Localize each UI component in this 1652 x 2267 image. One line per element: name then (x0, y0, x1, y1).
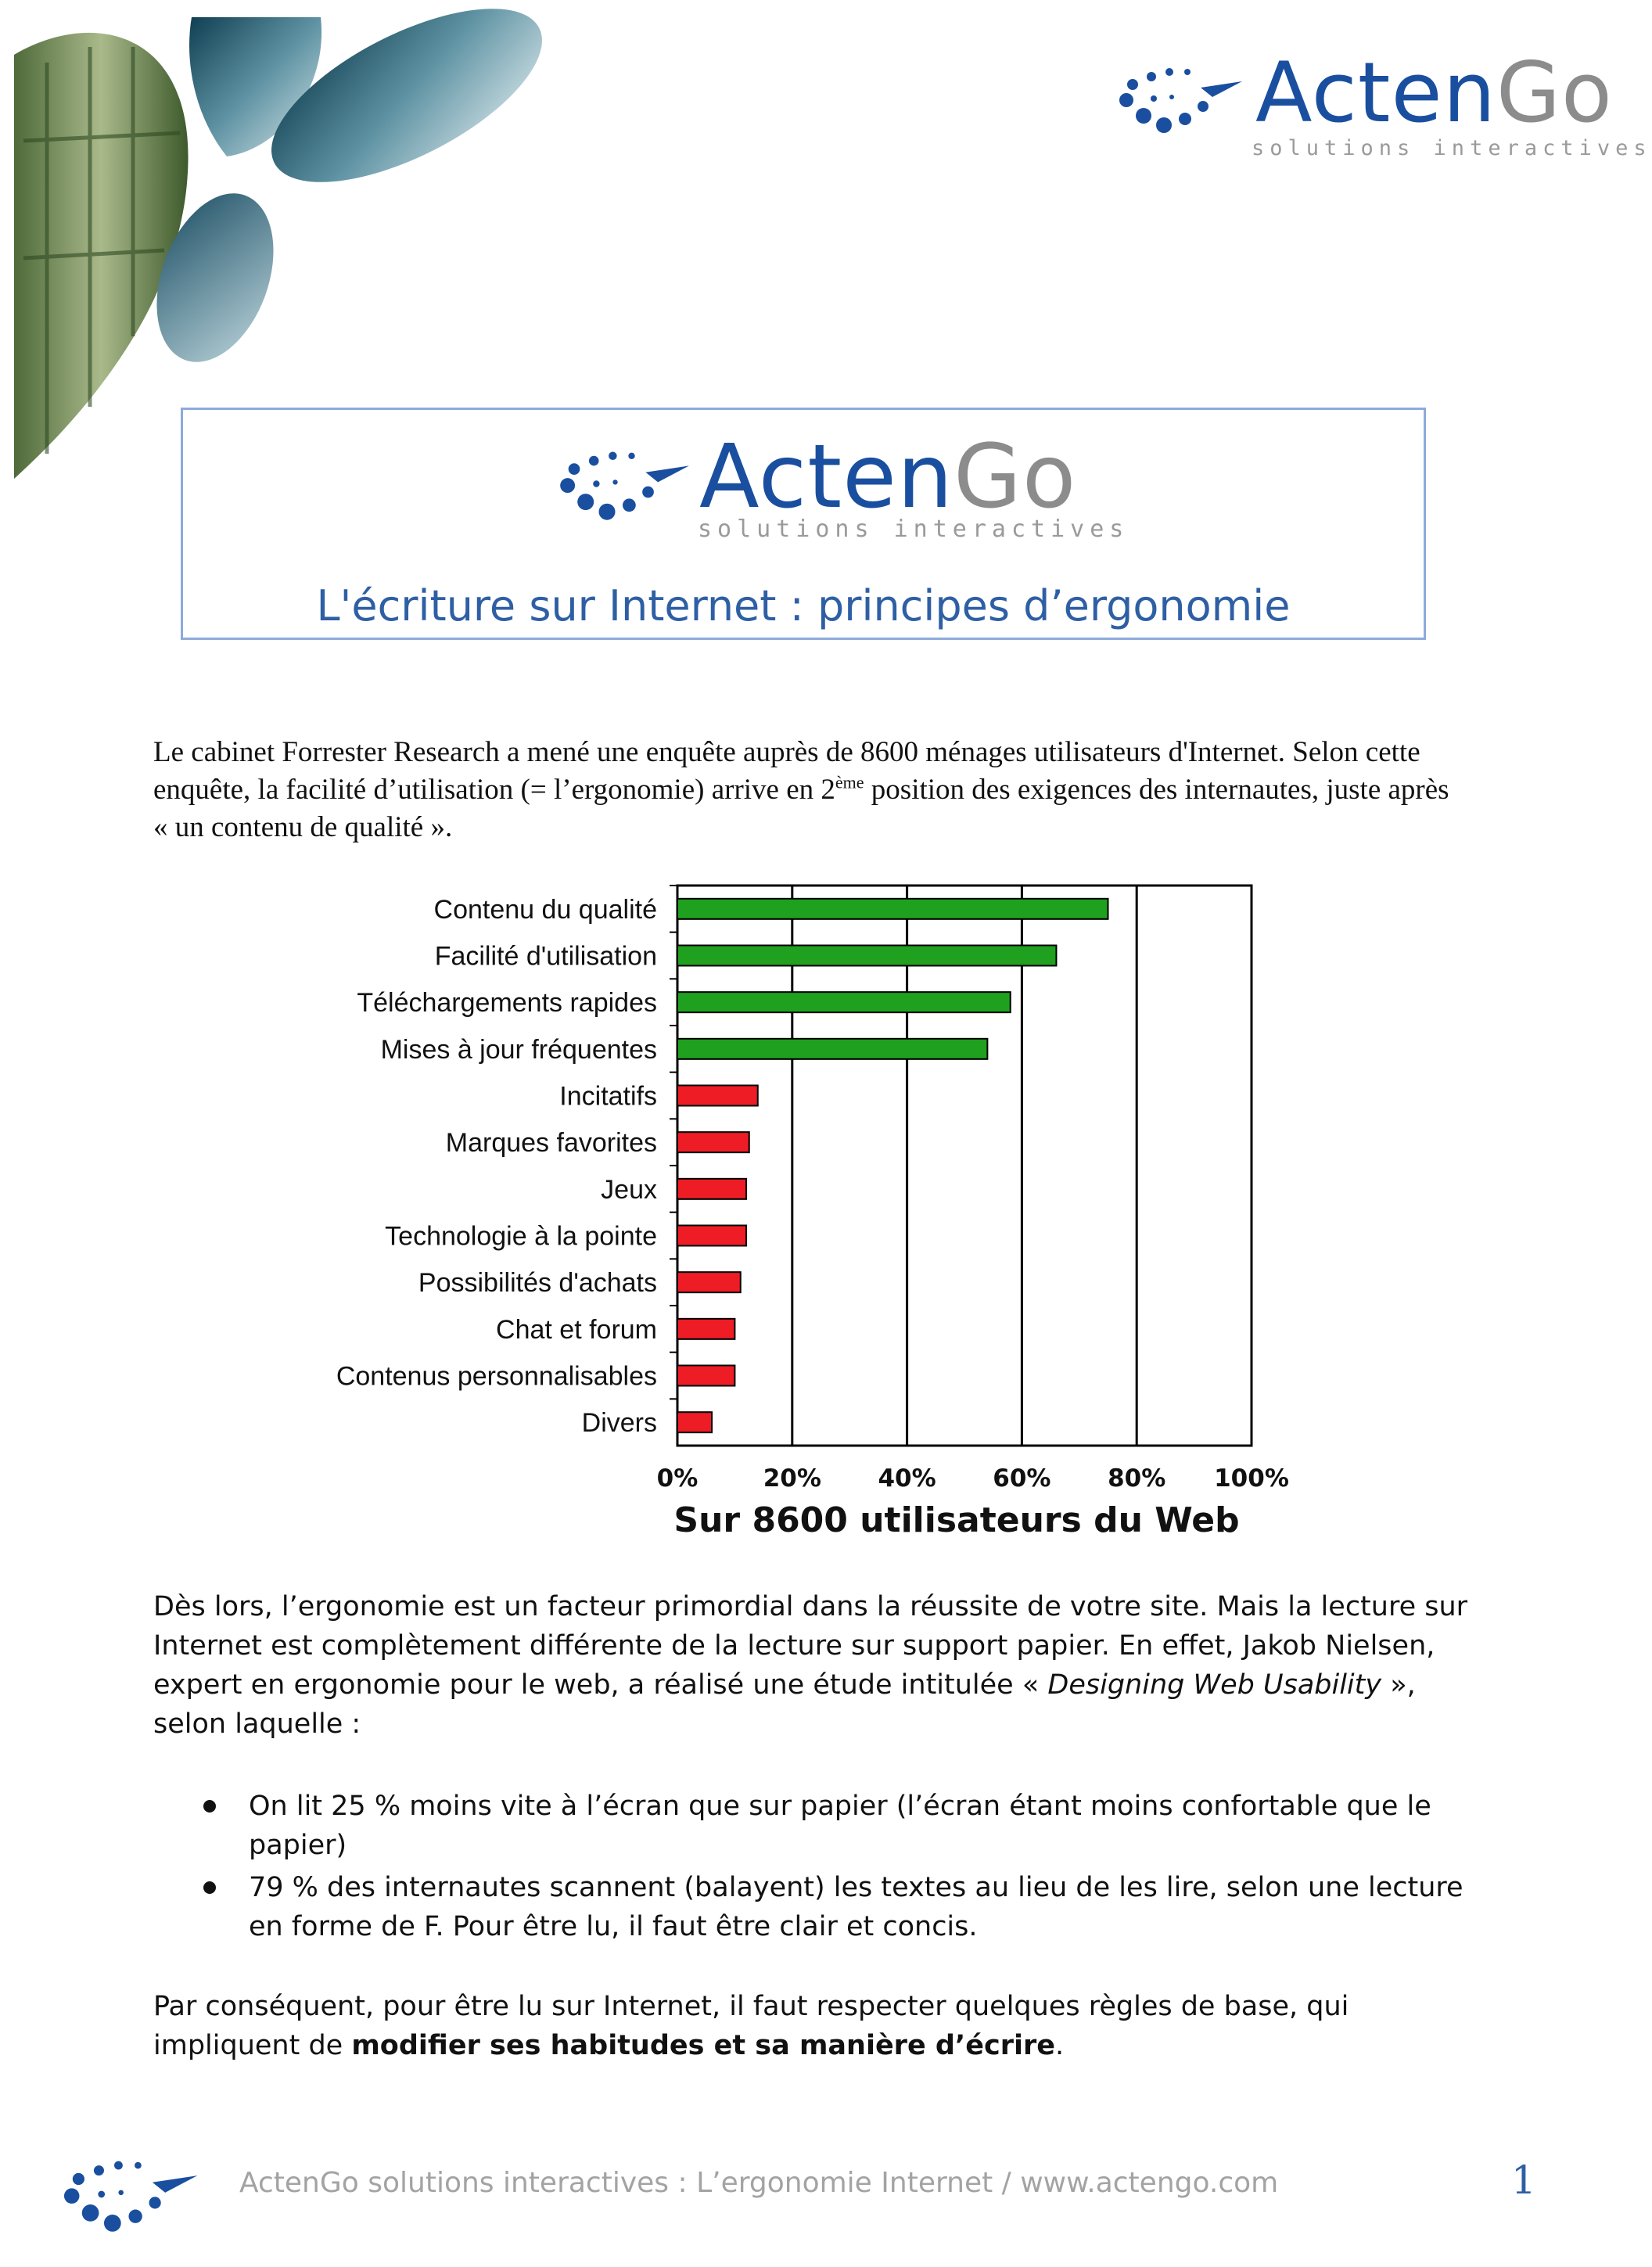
category-label: Jeux (601, 1174, 657, 1205)
plot-frame (677, 886, 1252, 1446)
header-logo-tagline: solutions interactives (1252, 136, 1652, 160)
list-item (153, 1868, 1475, 1946)
bar (677, 992, 1011, 1012)
bar (677, 1132, 749, 1152)
bar (677, 1272, 741, 1292)
list-item-text: On lit 25 % moins vite à l’écran que sur papier (l’écran étant moins confortable que le papier) (249, 1791, 1431, 1861)
page-number: 1 (1511, 2157, 1536, 2203)
intro-text-2: position des exigences des internautes, juste après « un contenu de qualité ». (153, 774, 1449, 843)
para1-text-b: », selon laquelle : (153, 1669, 1416, 1740)
x-tick-label: 100% (1214, 1464, 1289, 1493)
bar (677, 899, 1108, 919)
bar (677, 946, 1056, 966)
intro-text-1: Le cabinet Forrester Research a mené une enquête auprès de 8600 ménages utilisateurs d'Internet. Selon cette enquête, la facilité d’utilisation (= l’ergonomie) arrive en 2 (153, 736, 1420, 806)
swirl-logo-icon (1111, 59, 1248, 138)
category-label: Téléchargements rapides (357, 988, 657, 1019)
para1-text-a: Dès lors, l’ergonomie est un facteur primordial dans la réussite de votre site. Mais la lecture sur Internet est complètement différente de la lecture sur support papier. En effet, Jakob Nielsen, expert en ergonomie pour le web, a réalisé une étude intitulée « (153, 1591, 1468, 1701)
bar (677, 1226, 746, 1246)
x-axis-label: Sur 8600 utilisateurs du Web (673, 1500, 1240, 1540)
header-logo-wordmark: ActenGo (1255, 45, 1613, 141)
bullet-icon (203, 1800, 216, 1813)
category-label: Contenu du qualité (433, 894, 657, 925)
category-label: Possibilités d'achats (418, 1268, 657, 1299)
category-label: Contenus personnalisables (336, 1361, 657, 1392)
category-label: Facilité d'utilisation (434, 941, 657, 972)
category-label: Incitatifs (559, 1081, 657, 1112)
intro-paragraph (153, 734, 1452, 846)
category-label: Mises à jour fréquentes (380, 1034, 657, 1065)
footer-swirl-logo-icon (55, 2151, 203, 2237)
body-paragraph-2 (153, 1987, 1475, 2065)
title-box (181, 408, 1426, 640)
bar-chart (297, 868, 1306, 1549)
document-title: L'écriture sur Internet : principes d’ergonomie (316, 581, 1291, 631)
body-paragraph-1 (153, 1587, 1475, 1744)
intro-superscript: ème (835, 772, 864, 792)
x-tick-label: 20% (763, 1464, 821, 1493)
category-label: Marques favorites (445, 1128, 657, 1159)
x-tick-label: 60% (993, 1464, 1051, 1493)
list-item-text: 79 % des internautes scannent (balayent) les textes au lieu de les lire, selon une lecture en forme de F. Pour être lu, il faut être clair et concis. (249, 1872, 1463, 1942)
para2-bold-text: modifier ses habitudes et sa manière d’écrire (351, 2030, 1055, 2061)
bar (677, 1039, 987, 1059)
bar (677, 1179, 746, 1199)
bar (677, 1319, 734, 1339)
x-tick-label: 0% (656, 1464, 699, 1493)
x-tick-label: 40% (878, 1464, 936, 1493)
title-box-logo (551, 426, 1129, 543)
category-label: Chat et forum (496, 1314, 657, 1345)
title-box-logo-tagline: solutions interactives (698, 516, 1129, 543)
title-box-logo-wordmark: ActenGo (699, 426, 1077, 528)
footer-text: ActenGo solutions interactives : L’ergonomie Internet / www.actengo.com (239, 2167, 1279, 2199)
bar (677, 1086, 758, 1106)
list-item (153, 1787, 1475, 1865)
bar (677, 1412, 712, 1432)
category-label: Technologie à la pointe (385, 1221, 657, 1252)
study-title: Designing Web Usability (1047, 1669, 1382, 1701)
para2-text-a: Par conséquent, pour être lu sur Internet, il faut respecter quelques règles de base, qui impliquent de (153, 1991, 1349, 2061)
swirl-logo-icon (551, 443, 695, 525)
category-label: Divers (581, 1408, 657, 1439)
x-tick-label: 80% (1108, 1464, 1166, 1493)
bar (677, 1366, 734, 1386)
bullet-icon (203, 1881, 216, 1894)
bullet-list (153, 1787, 1475, 1949)
para2-text-b: . (1054, 2030, 1065, 2061)
header-logo (1111, 45, 1652, 160)
